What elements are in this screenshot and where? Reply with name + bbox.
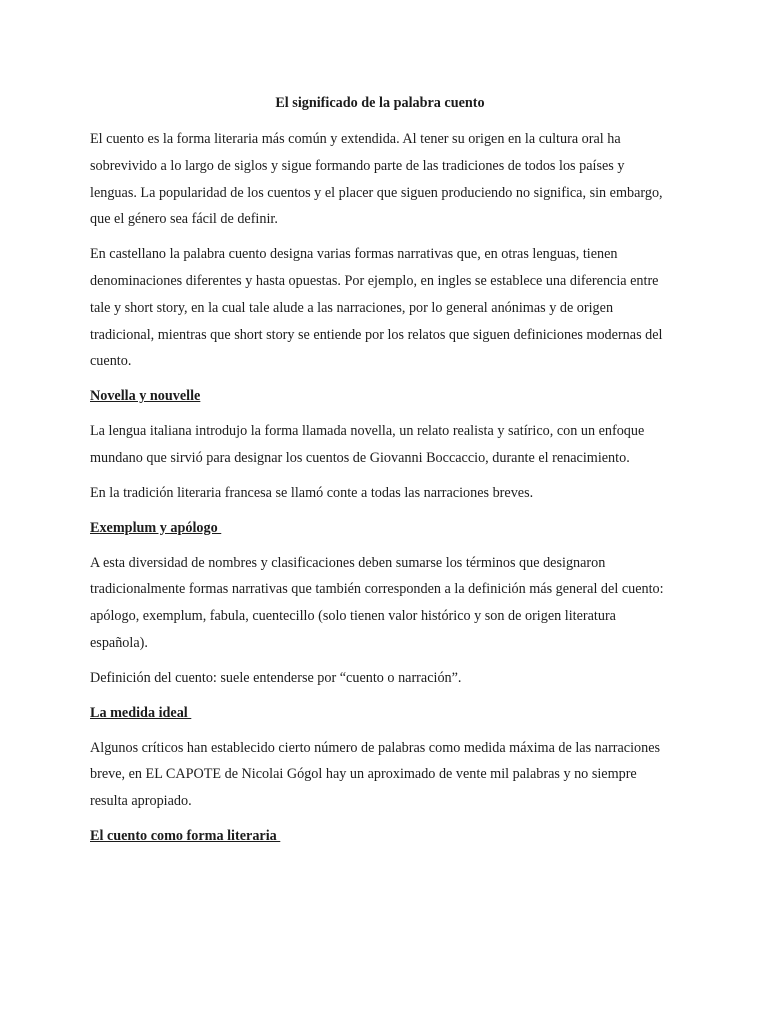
document-title: El significado de la palabra cuento bbox=[275, 95, 485, 111]
paragraph-francesa: En la tradición literaria francesa se llamó conte a todas las narraciones breves. bbox=[90, 484, 534, 501]
paragraph-diversidad: A esta diversidad de nombres y clasificaciones deben sumarse los términos que designaron tradicionalmente formas narrativas que también corresponden a la definición más general del cuento: apólogo, exemplum, fabula, cuentecillo (solo tienen valor histórico y son de origen literatura española). bbox=[90, 554, 664, 651]
document-page bbox=[90, 94, 670, 858]
paragraph-italiana: La lengua italiana introdujo la forma llamada novella, un relato realista y satírico, con un enfoque mundano que sirvió para designar los cuentos de Giovanni Boccaccio, durante el renacimiento. bbox=[90, 423, 645, 466]
paragraph-definicion: Definición del cuento: suele entenderse por “cuento o narración”. bbox=[90, 669, 462, 686]
paragraph-castellano: En castellano la palabra cuento designa varias formas narrativas que, en otras lenguas, tienen denominaciones diferentes y hasta opuestas. Por ejemplo, en ingles se establece una diferencia entre tale y short story, en la cual tale alude a las narraciones, por lo general anónimas y de origen tradicional, mientras que short story se entiende por los relatos que siguen definiciones modernas del cuento. bbox=[90, 246, 663, 370]
heading-exemplum: Exemplum y apólogo bbox=[90, 519, 222, 536]
paragraph-criticos: Algunos críticos han establecido cierto número de palabras como medida máxima de las narraciones breve, en EL CAPOTE de Nicolai Gógol hay un aproximado de vente mil palabras y no siempre resulta apropiado. bbox=[90, 739, 661, 810]
paragraph-origin: El cuento es la forma literaria más común y extendida. Al tener su origen en la cultura oral ha sobrevivido a lo largo de siglos y sigue formando parte de las tradiciones de todos los países y lenguas. La popularidad de los cuentos y el placer que siguen produciendo no significa, sin embargo, que el género sea fácil de definir. bbox=[90, 131, 663, 228]
heading-forma-literaria: El cuento como forma literaria bbox=[90, 827, 281, 844]
heading-novella: Novella y nouvelle bbox=[90, 388, 201, 405]
heading-medida: La medida ideal bbox=[90, 704, 192, 721]
